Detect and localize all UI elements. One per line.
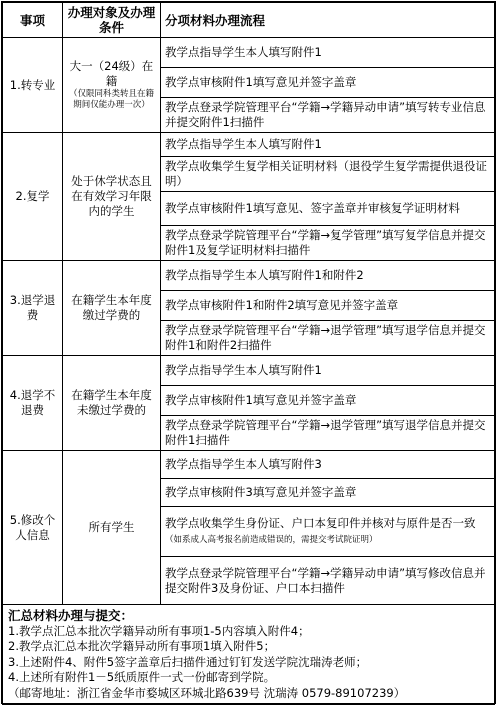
step-note: （如系成人高考报名前造成错误的，需提交考试院证明） (165, 534, 378, 545)
step-cell: 教学点审核附件1填写意见、签字盖章并审核复学证明材料 (161, 192, 495, 226)
summary-line: 1.教学点汇总本批次学籍异动所有事项1-5内容填入附件4； (8, 623, 310, 638)
item-cell: 3.退学退费 (3, 261, 63, 356)
summary-row (3, 605, 495, 705)
summary-line: （邮寄地址：浙江省金华市婺城区环城北路639号 沈瑞涛 0579-89107239） (8, 685, 406, 700)
step-cell: 教学点审核附件1和附件2填写意见并签字盖章 (161, 291, 495, 321)
item-cell: 1.转专业 (3, 38, 63, 133)
step-cell: 教学点登录学院管理平台“学籍→学籍异动申请”填写转专业信息并提交附件1扫描件 (161, 98, 495, 133)
condition-cell (63, 38, 161, 133)
item-cell: 5.修改个人信息 (3, 451, 63, 605)
step-cell: 教学点指导学生本人填写附件1和附件2 (161, 261, 495, 291)
header-process: 分项材料办理流程 (161, 3, 495, 38)
summary-cell (3, 605, 495, 705)
step-cell: 教学点审核附件1填写意见并签字盖章 (161, 68, 495, 98)
condition-cell: 在籍学生本年度缴过学费的 (63, 261, 161, 356)
condition-main: 大一（24级）在籍 (69, 59, 154, 88)
table-row (3, 451, 495, 479)
step-cell: 教学点登录学院管理平台“学籍→学籍异动申请”填写修改信息并提交附件3及身份证、户口本扫描件 (161, 557, 495, 605)
header-condition: 办理对象及办理条件 (63, 3, 161, 38)
summary-title: 汇总材料办理与提交： (8, 608, 134, 623)
step-cell: 教学点收集学生复学相关证明材料（退役学生复学需提供退役证明） (161, 157, 495, 192)
step-cell: 教学点指导学生本人填写附件3 (161, 451, 495, 479)
step-text: 教学点收集学生身份证、户口本复印件并核对与原件是否一致 (165, 515, 476, 530)
step-cell: 教学点登录学院管理平台“学籍→退学管理”填写退学信息并提交附件1扫描件 (161, 416, 495, 451)
summary-line: 4.上述所有附件1－5纸质原件一式一份邮寄到学院。 (8, 670, 276, 684)
summary-line: 2.教学点汇总本批次学籍异动所有事项1填入附件5； (8, 639, 276, 653)
step-cell: 教学点审核附件1填写意见并签字盖章 (161, 386, 495, 416)
condition-cell: 所有学生 (63, 451, 161, 605)
table-row (3, 38, 495, 68)
step-cell: 教学点指导学生本人填写附件1 (161, 133, 495, 157)
step-cell (161, 507, 495, 557)
step-cell: 教学点指导学生本人填写附件1 (161, 356, 495, 386)
item-cell: 4.退学不退费 (3, 356, 63, 451)
procedure-table (2, 2, 495, 705)
step-cell: 教学点指导学生本人填写附件1 (161, 38, 495, 68)
header-item: 事项 (3, 3, 63, 38)
step-cell: 教学点审核附件3填写意见并签字盖章 (161, 479, 495, 507)
condition-cell: 处于休学状态且在有效学习年限内的学生 (63, 133, 161, 261)
table-row (3, 133, 495, 157)
table-header-row (3, 3, 495, 38)
step-cell: 教学点登录学院管理平台“学籍→退学管理”填写退学信息并提交附件1和附件2扫描件 (161, 321, 495, 356)
step-cell: 教学点登录学院管理平台“学籍→复学管理”填写复学信息并提交附件1及复学证明材料扫描件 (161, 226, 495, 261)
condition-note: （仅限同科类转且在籍期间仅能办理一次） (68, 89, 154, 110)
table-row (3, 261, 495, 291)
summary-line: 3.上述附件4、附件5签字盖章后扫描件通过钉钉发送学院沈瑞涛老师； (8, 654, 368, 669)
document-page (1, 1, 496, 704)
condition-cell: 在籍学生本年度未缴过学费的 (63, 356, 161, 451)
table-row (3, 356, 495, 386)
item-cell: 2.复学 (3, 133, 63, 261)
